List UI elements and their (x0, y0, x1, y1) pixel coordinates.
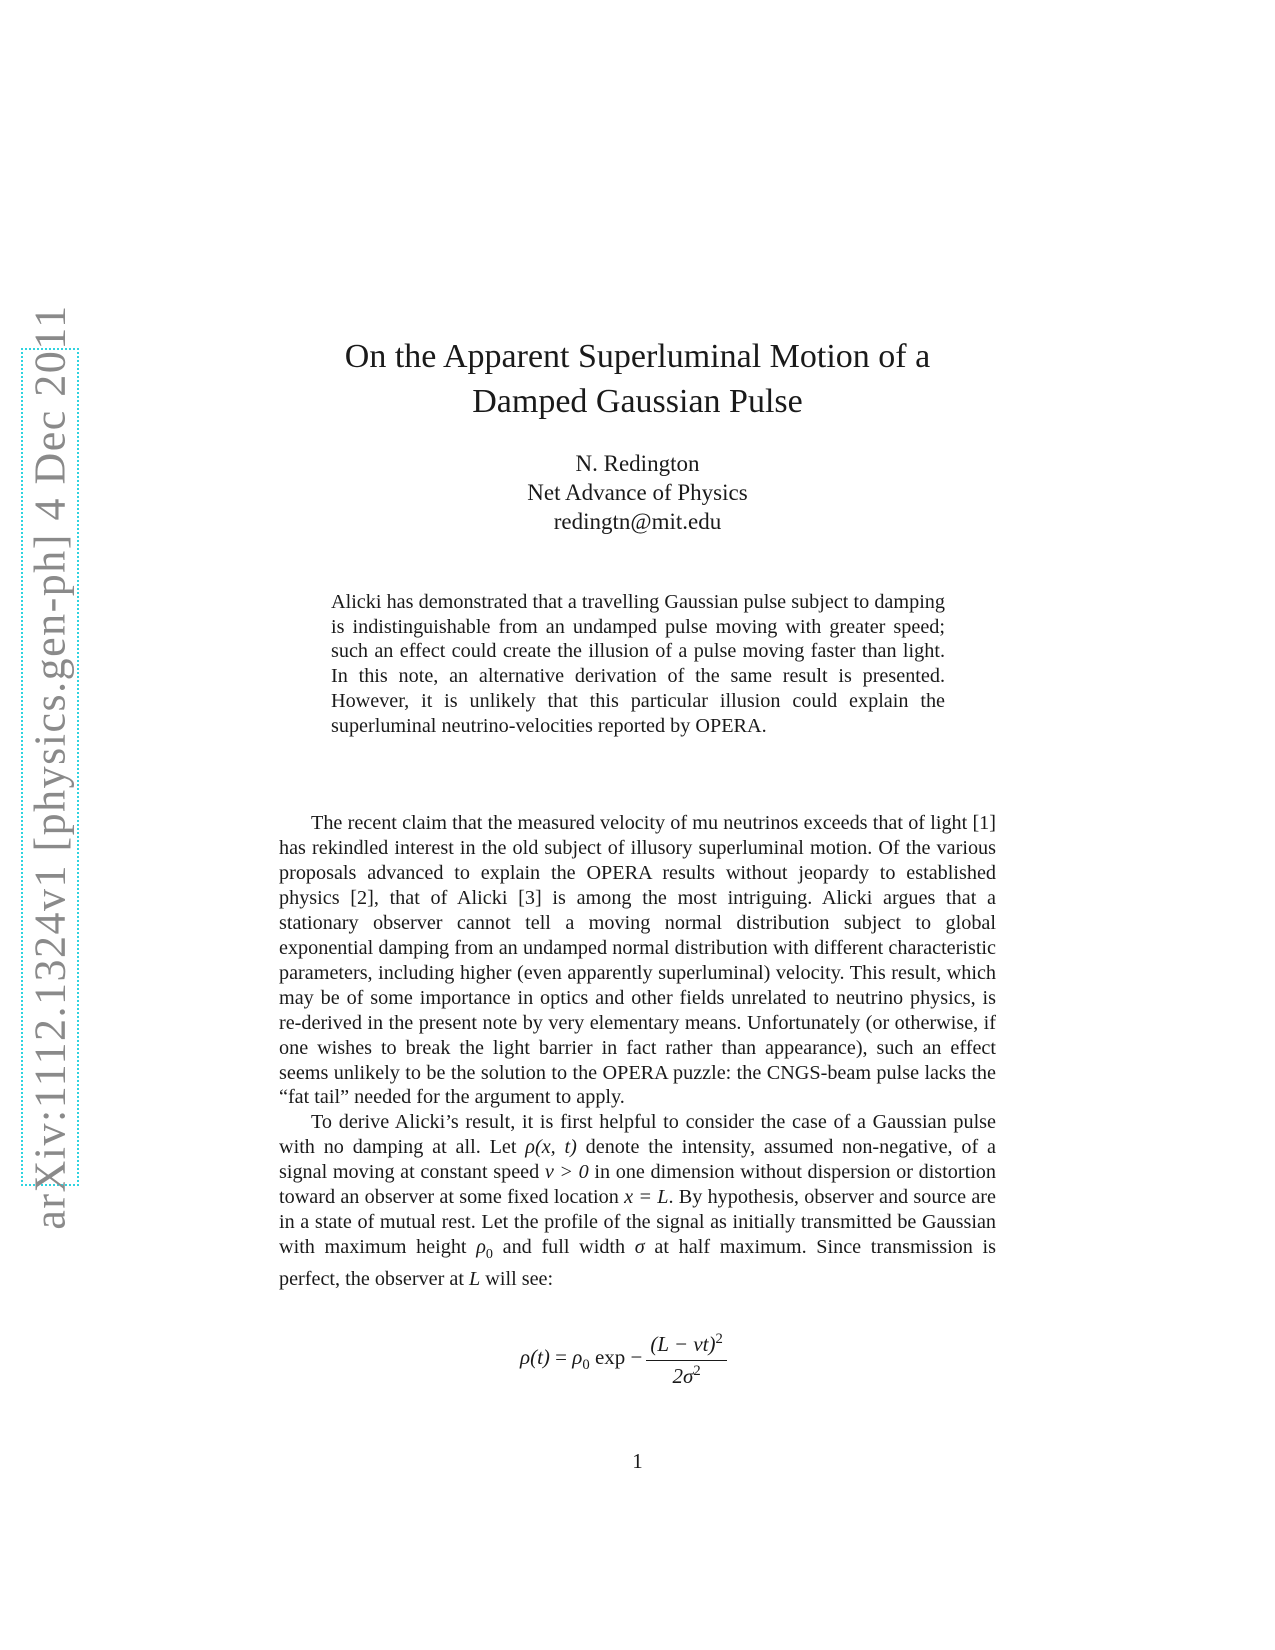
math-x-eq-L: x = L (624, 1186, 669, 1209)
paragraph-2-text: . By hypothesis, observer and source are in a state of mutual rest. Let the profile of the signal as initially transmitted be Gaussian with maximum height (279, 1186, 996, 1259)
math-rho-x-t: ρ(x, t) (525, 1136, 577, 1159)
author-name: N. Redington (575, 451, 700, 476)
equation-denominator (672, 1361, 700, 1389)
equation-numerator-exponent: 2 (715, 1331, 723, 1347)
abstract: Alicki has demonstrated that a travelling Gaussian pulse subject to damping is indistinguishable from an undamped pulse moving with greater speed; such an effect could create the illusion of a pulse moving faster than light. In this note, an alternative derivation of the same result is presented. However, it is unlikely that this particular illusion could explain the superluminal neutrino-velocities reported by OPERA. (331, 591, 945, 737)
page-number: 1 (632, 1449, 643, 1473)
equation-numerator-text: (L − vt) (650, 1332, 716, 1356)
equation-lhs (520, 1345, 642, 1374)
equation-numerator (646, 1331, 726, 1361)
arxiv-identifier: arXiv:1112.1324v1 [physics.gen-ph] 4 Dec 2011 (25, 304, 75, 1230)
author-email: redingtn@mit.edu (553, 509, 722, 534)
paragraph-2-text: denote the intensity, assumed non-negative, of a signal moving at constant speed (279, 1136, 996, 1184)
equation-fraction (646, 1331, 726, 1389)
title-line-1: On the Apparent Superluminal Motion of a (344, 338, 931, 375)
math-L: L (469, 1268, 481, 1291)
author-block (400, 449, 875, 536)
body-paragraph-1: The recent claim that the measured velocity of mu neutrinos exceeds that of light [1] has rekindled interest in the old subject of illusory superluminal motion. Of the various proposals advanced to explain the OPERA results without jeopardy to established physics [2], that of Alicki [3] is among the most intriguing. Alicki argues that a stationary observer cannot tell a moving normal distribution subject to global exponential damping from an undamped normal distribution with different characteristic parameters, including higher (even apparently superluminal) velocity. This result, which may be of some importance in optics and other fields unrelated to neutrino physics, is re-derived in the present note by very elementary means. Unfortunately (or otherwise, if one wishes to break the light barrier in fact rather than appearance), such an effect seems unlikely to be the solution to the OPERA puzzle: the CNGS-beam pulse lacks the “fat tail” needed for the argument to apply. (279, 812, 996, 1109)
equation-rho-subscript: 0 (582, 1357, 590, 1374)
math-rho0-subscript: 0 (485, 1246, 493, 1263)
equation-exp: exp − (589, 1345, 643, 1370)
body-text (279, 811, 996, 1292)
paragraph-2-text: will see: (480, 1268, 554, 1291)
math-v-gt-0: v > 0 (544, 1161, 589, 1184)
body-paragraph-2 (279, 1110, 996, 1292)
equation-rho: ρ (572, 1345, 583, 1370)
paragraph-2-text: at half maximum. Since transmission is perfect, the observer at (279, 1236, 996, 1291)
author-affiliation: Net Advance of Physics (527, 480, 748, 505)
paragraph-2-text: in one dimension without dispersion or distortion toward an observer at some fixed location (279, 1161, 996, 1209)
paragraph-2-text: and full width (492, 1236, 635, 1259)
math-sigma: σ (634, 1236, 645, 1259)
title-line-2: Damped Gaussian Pulse (472, 383, 803, 420)
paragraph-2-text: To derive Alicki’s result, it is first helpful to consider the case of a Gaussian pulse with no damping at all. Let (279, 1111, 996, 1159)
paper-title (280, 334, 995, 424)
equation-equals: = (549, 1345, 573, 1370)
math-rho0: ρ (476, 1236, 486, 1259)
gaussian-pulse-equation (520, 1331, 727, 1389)
arxiv-identifier-stamp (21, 304, 79, 1230)
equation-denominator-text: 2σ (672, 1364, 694, 1388)
equation-denominator-exponent: 2 (693, 1363, 701, 1379)
equation-rho-t: ρ(t) (520, 1345, 550, 1370)
